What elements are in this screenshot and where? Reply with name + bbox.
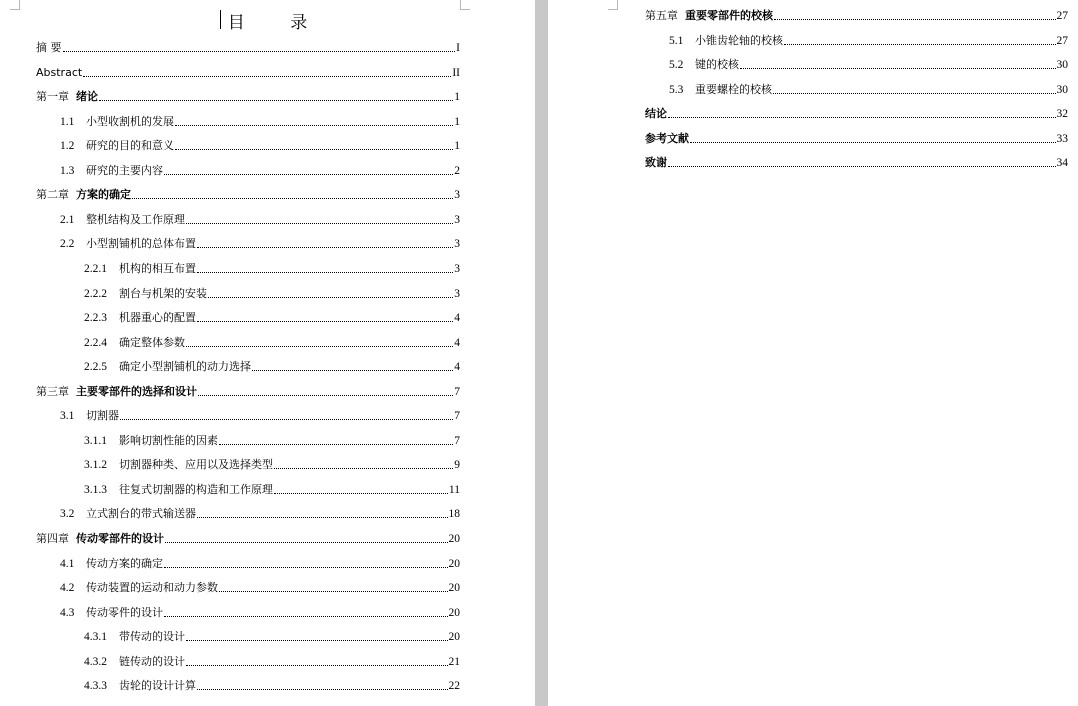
toc-entry-title: 确定整体参数	[119, 335, 185, 349]
toc-entry-page: 7	[454, 434, 460, 447]
toc-entry-title: 传动装置的运动和动力参数	[86, 581, 218, 595]
toc-dot-leader	[132, 198, 453, 199]
toc-entry-page: 2	[454, 164, 460, 177]
toc-entry-page: 3	[454, 238, 460, 251]
toc-entry-page: 20	[448, 606, 460, 619]
toc-entry[interactable]	[84, 482, 460, 498]
toc-entry-number: 2.2.3	[84, 312, 107, 325]
toc-entry-title: 重要零部件的校核	[685, 9, 773, 22]
toc-entry[interactable]	[669, 82, 1068, 98]
toc-entry[interactable]	[645, 155, 1068, 171]
toc-dot-leader	[690, 142, 1056, 143]
toc-entry-number: 第二章	[36, 188, 69, 202]
toc-dot-leader	[740, 68, 1056, 69]
toc-dot-leader	[186, 640, 448, 641]
toc-entry[interactable]	[84, 359, 460, 375]
toc-entry-page: 20	[448, 533, 460, 545]
toc-entry[interactable]	[84, 433, 460, 449]
toc-entry-page: 3	[454, 189, 460, 202]
toc-dot-leader	[208, 297, 453, 298]
toc-entry-page: 30	[1056, 59, 1068, 71]
toc-entry-page: 20	[448, 557, 460, 570]
toc-entry-page: 7	[454, 410, 460, 423]
toc-entry-number: 2.2.4	[84, 336, 107, 349]
toc-entry-title: 研究的目的和意义	[86, 139, 174, 153]
toc-dot-leader	[274, 493, 448, 494]
toc-entry-number: 4.3.1	[84, 631, 107, 644]
toc-entry[interactable]	[60, 506, 460, 522]
toc-entry-title: 影响切割性能的因素	[119, 433, 218, 447]
toc-entry-page: 7	[454, 385, 460, 398]
toc-entry-number: 1.2	[60, 140, 75, 153]
toc-entry-title: 重要螺栓的校核	[695, 82, 772, 96]
toc-entry-number: 4.3.2	[84, 655, 107, 668]
toc-entry[interactable]	[645, 8, 1068, 24]
toc-dot-leader	[274, 468, 453, 469]
toc-entry-page: 3	[454, 287, 460, 300]
toc-entry-page: 11	[448, 483, 460, 496]
text-cursor	[220, 10, 221, 29]
toc-entry-title: 传动方案的确定	[86, 556, 163, 570]
toc-entry[interactable]	[36, 89, 460, 105]
toc-entry-number: 2.2.1	[84, 262, 107, 275]
toc-dot-leader	[186, 223, 453, 224]
toc-entry-number: 1.1	[60, 115, 75, 128]
toc-entry-number: 4.2	[60, 582, 75, 595]
toc-entry[interactable]	[84, 654, 460, 670]
toc-dot-leader	[668, 166, 1056, 167]
toc-entry[interactable]	[60, 556, 460, 572]
toc-entry[interactable]	[669, 33, 1068, 49]
toc-entry-title: 参考文献	[645, 131, 689, 145]
toc-entry[interactable]	[60, 236, 460, 252]
toc-dot-leader	[164, 616, 448, 617]
toc-entry-title: 链传动的设计	[119, 654, 185, 668]
toc-entry-page: 4	[454, 312, 460, 325]
toc-dot-leader	[165, 542, 448, 543]
toc-entry-title: 整机结构及工作原理	[86, 212, 185, 226]
toc-entry[interactable]	[60, 114, 460, 130]
toc-entry[interactable]	[84, 286, 460, 302]
toc-entry-title: 传动零件的设计	[86, 605, 163, 619]
toc-entry-page: I	[456, 42, 460, 54]
toc-entry-title: 带传动的设计	[119, 630, 185, 644]
toc-entry[interactable]	[84, 678, 460, 694]
toc-dot-leader	[99, 100, 453, 101]
toc-entry-title: Abstract	[36, 65, 83, 79]
toc-entry[interactable]	[60, 580, 460, 596]
toc-entry[interactable]	[60, 212, 460, 228]
toc-entry-page: 30	[1056, 83, 1068, 96]
toc-dot-leader	[175, 149, 453, 150]
toc-entry-page: 1	[454, 140, 460, 153]
toc-entry[interactable]	[36, 65, 460, 81]
toc-entry-number: 5.2	[669, 59, 684, 71]
toc-entry-page: 20	[448, 631, 460, 644]
toc-dot-leader	[63, 51, 456, 52]
document-page-left[interactable]	[0, 0, 535, 706]
toc-entry[interactable]	[36, 531, 460, 547]
toc-entry-title: 切割器种类、应用以及选择类型	[119, 458, 273, 472]
toc-entry[interactable]	[84, 457, 460, 473]
document-page-right[interactable]	[548, 0, 1078, 706]
toc-entry-number: 2.2.5	[84, 361, 107, 374]
toc-entry-page: 21	[448, 655, 460, 668]
toc-entry-number: 2.2.2	[84, 287, 107, 300]
toc-dot-leader	[197, 689, 448, 690]
toc-entry-title: 键的校核	[695, 58, 739, 71]
toc-entry[interactable]	[84, 335, 460, 351]
toc-entry-page: 4	[454, 336, 460, 349]
toc-entry-number: 2.1	[60, 213, 75, 226]
toc-entry[interactable]	[645, 106, 1068, 122]
toc-entry-page: 33	[1056, 132, 1068, 145]
toc-entry-title: 确定小型割铺机的动力选择	[119, 360, 251, 374]
toc-entry-title: 小锥齿轮轴的校核	[695, 33, 783, 47]
toc-entry-title: 研究的主要内容	[86, 163, 163, 177]
toc-entry-page: 22	[448, 680, 460, 693]
toc-entry[interactable]	[669, 57, 1068, 73]
toc-dot-leader	[175, 125, 453, 126]
toc-entry-title: 机构的相互布置	[119, 261, 196, 275]
toc-entry-title: 立式割台的带式输送器	[86, 507, 196, 521]
toc-entry-number: 2.2	[60, 238, 75, 251]
toc-dot-leader	[164, 174, 453, 175]
toc-dot-leader	[197, 247, 453, 248]
toc-entry-page: 1	[454, 91, 460, 104]
toc-dot-leader	[197, 321, 453, 322]
toc-entry-title: 齿轮的设计计算	[119, 679, 196, 693]
toc-entry-page: 32	[1056, 108, 1068, 120]
toc-dot-leader	[252, 370, 453, 371]
toc-entry-page: 18	[448, 508, 460, 521]
toc-dot-leader	[219, 591, 448, 592]
toc-entry-number: 3.1	[60, 410, 75, 423]
toc-entry-title: 结论	[645, 107, 667, 120]
toc-entry-title: 往复式切割器的构造和工作原理	[119, 482, 273, 496]
toc-entry[interactable]	[36, 40, 460, 56]
toc-entry-page: 3	[454, 262, 460, 275]
toc-entry-page: 9	[454, 459, 460, 472]
toc-entry-number: 5.3	[669, 83, 684, 96]
toc-entry-number: 5.1	[669, 34, 684, 47]
toc-entry-page: 3	[454, 213, 460, 226]
toc-entry-page: 1	[454, 115, 460, 128]
toc-entry-page: 4	[454, 361, 460, 374]
toc-entry-number: 4.3.3	[84, 680, 107, 693]
toc-entry-title: 主要零部件的选择和设计	[76, 384, 197, 398]
toc-entry-title: 割台与机架的安装	[119, 286, 207, 300]
toc-entry[interactable]	[36, 187, 460, 203]
toc-dot-leader	[83, 76, 451, 77]
toc-entry-title: 摘 要	[36, 41, 62, 54]
toc-entry-number: 3.1.2	[84, 459, 107, 472]
toc-entry[interactable]	[84, 310, 460, 326]
toc-entry[interactable]	[84, 261, 460, 277]
toc-entry[interactable]	[84, 629, 460, 645]
toc-dot-leader	[219, 444, 453, 445]
toc-entry-title: 方案的确定	[76, 188, 131, 202]
toc-entry-title: 机器重心的配置	[119, 311, 196, 325]
toc-entry-number: 3.2	[60, 508, 75, 521]
toc-entry-number: 4.1	[60, 557, 75, 570]
toc-dot-leader	[773, 93, 1056, 94]
toc-dot-leader	[120, 419, 453, 420]
toc-entry-number: 3.1.1	[84, 434, 107, 447]
toc-entry-number: 第五章	[645, 9, 678, 22]
toc-entry-title: 致谢	[645, 156, 667, 169]
toc-entry-title: 小型割铺机的总体布置	[86, 237, 196, 251]
toc-entry-number: 第三章	[36, 384, 69, 398]
toc-entry[interactable]	[60, 138, 460, 154]
toc-entry-page: 34	[1056, 157, 1068, 169]
toc-dot-leader	[197, 272, 453, 273]
toc-entry-page: 20	[448, 582, 460, 595]
toc-dot-leader	[198, 395, 453, 396]
toc-dot-leader	[197, 517, 448, 518]
toc-entry[interactable]	[36, 384, 460, 400]
toc-entry[interactable]	[60, 605, 460, 621]
toc-entry-number: 3.1.3	[84, 483, 107, 496]
toc-entry[interactable]	[60, 163, 460, 179]
toc-dot-leader	[668, 117, 1056, 118]
toc-dot-leader	[186, 346, 453, 347]
toc-entry-number: 第一章	[36, 90, 69, 104]
toc-dot-leader	[774, 19, 1056, 20]
toc-entry-page: II	[452, 66, 460, 79]
toc-entry-title: 切割器	[86, 409, 119, 423]
toc-entry-page: 27	[1056, 10, 1068, 22]
toc-entry-title: 小型收割机的发展	[86, 114, 174, 128]
toc-entry[interactable]	[645, 131, 1068, 147]
toc-entry-title: 绪论	[76, 90, 98, 104]
toc-dot-leader	[784, 44, 1056, 45]
page-corner-mark	[608, 0, 618, 10]
toc-entry-number: 4.3	[60, 606, 75, 619]
toc-entry[interactable]	[60, 408, 460, 424]
toc-title: 目 录	[227, 13, 328, 33]
toc-entry-number: 1.3	[60, 164, 75, 177]
toc-dot-leader	[186, 665, 448, 666]
toc-entry-number: 第四章	[36, 532, 69, 545]
toc-dot-leader	[164, 567, 448, 568]
toc-entry-page: 27	[1056, 34, 1068, 47]
toc-entry-title: 传动零部件的设计	[76, 532, 164, 545]
